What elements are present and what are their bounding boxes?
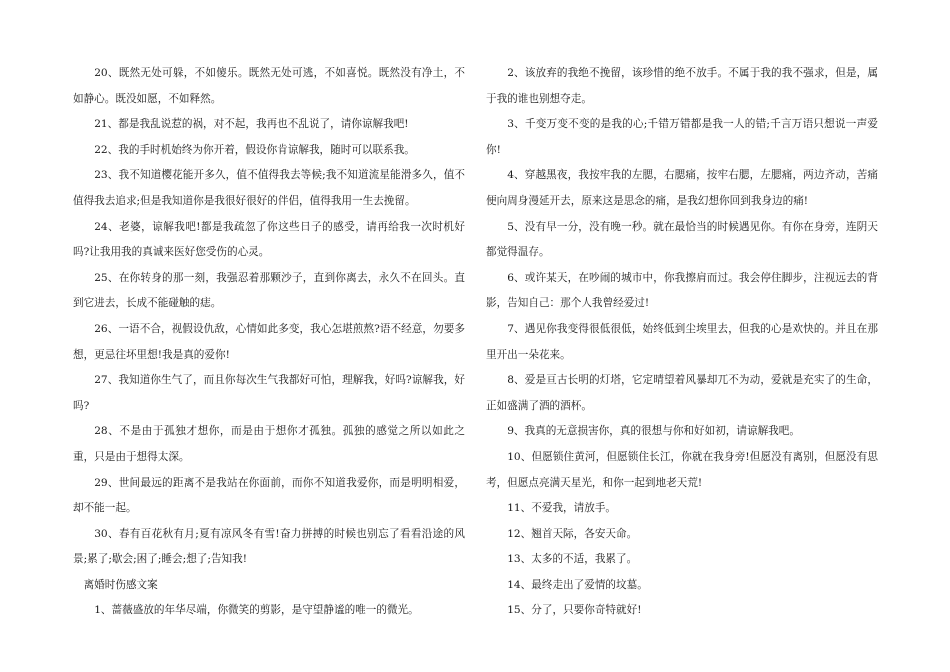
list-item: 9、我真的无意损害你，真的很想与你和好如初，请谅解我吧。 (507, 425, 800, 438)
list-item: 7、遇见你我变得很低很低，始终低到尘埃里去，但我的心是欢快的。并且在那里开出一朵花来。 (486, 322, 878, 361)
list-item: 27、我知道你生气了，而且你每次生气我都好可怕，理解我，好吗?谅解我，好吗? (73, 374, 465, 412)
list-item: 11、不爱我，请放手。 (507, 502, 617, 515)
list-item: 2、该放弃的我绝不挽留，该珍惜的绝不放手。不属于我的我不强求，但是，属于我的谁也别想夺走。 (486, 67, 878, 105)
list-item: 10、但愿锁住黄河，但愿锁住长江，你就在我身旁!但愿没有离别，但愿没有思考，但愿点亮满天星光，和你一起到地老天荒! (486, 450, 878, 489)
list-item: 13、太多的不适，我累了。 (507, 553, 638, 566)
list-item: 14、最终走出了爱情的坟墓。 (507, 578, 648, 591)
list-item: 5、没有早一分，没有晚一秒。就在最恰当的时候遇见你。有你在身旁，连阴天都觉得温存。 (486, 220, 878, 259)
list-item: 8、爱是亘古长明的灯塔，它定晴望着风暴却兀不为动，爱就是充实了的生命，正如盛满了酒的酒杯。 (486, 374, 878, 412)
list-item: 4、穿越黑夜，我按牢我的左腮，右腮痛，按牢右腮，左腮痛，两边齐动，苦痛便向周身漫延开去，原来这是思念的痛，是我幻想你回到我身边的痛! (486, 169, 878, 207)
list-item: 20、既然无处可躲，不如傻乐。既然无处可逃，不如喜悦。既然没有净土，不如静心。既没如愿，不如释然。 (73, 67, 465, 105)
list-item: 23、我不知道樱花能开多久，值不值得我去等候;我不知道流星能滑多久，值不值得我去追求;但是我知道你是我很好很好的伴侣，值得我用一生去挽留。 (73, 169, 465, 207)
list-item: 24、老婆，谅解我吧!都是我疏忽了你这些日子的感受，请再给我一次时机好吗?让我用我的真诚来医好您受伤的心灵。 (73, 220, 465, 259)
list-item: 22、我的手时机始终为你开着，假设你肯谅解我，随时可以联系我。 (94, 143, 415, 156)
list-item: 6、或许某天，在吵闹的城市中，你我擦肩而过。我会停住脚步，注视远去的背影，告知自己：那个人我曾经爱过! (486, 271, 878, 310)
list-item: 25、在你转身的那一刻，我强忍着那颗沙子，直到你离去，永久不在回头。直到它进去，长成不能碰触的痣。 (73, 271, 465, 310)
list-item: 26、一语不合，视假设仇敌，心情如此多变，我心怎堪煎熬?语不经意，勿要多想，更忌往坏里想!我是真的爱你! (73, 322, 465, 361)
list-item: 30、春有百花秋有月;夏有凉风冬有雪!奋力拼搏的时候也别忘了看看沿途的风景;累了;歇会;困了;睡会;想了;告知我! (73, 527, 465, 566)
list-item: 28、不是由于孤独才想你，而是由于想你才孤独。孤独的感觉之所以如此之重，只是由于想得太深。 (73, 425, 465, 463)
list-item: 3、千变万变不变的是我的心;千错万错都是我一人的错;千言万语只想说一声爱你! (486, 118, 878, 156)
left-column (73, 61, 465, 624)
right-column (486, 61, 878, 624)
list-item: 21、都是我乱说惹的祸，对不起，我再也不乱说了，请你谅解我吧! (94, 118, 409, 131)
list-item: 12、翘首天际，各安天命。 (507, 527, 638, 540)
list-item: 29、世间最远的距离不是我站在你面前，而你不知道我爱你，而是明明相爱，却不能一起。 (73, 476, 465, 515)
list-item: 1、蔷薇盛放的年华尽端，你微笑的剪影，是守望静谧的唯一的微光。 (94, 604, 419, 617)
section-heading: 离婚时伤感文案 (83, 578, 158, 591)
list-item: 15、分了，只要你奇特就好! (507, 604, 642, 617)
